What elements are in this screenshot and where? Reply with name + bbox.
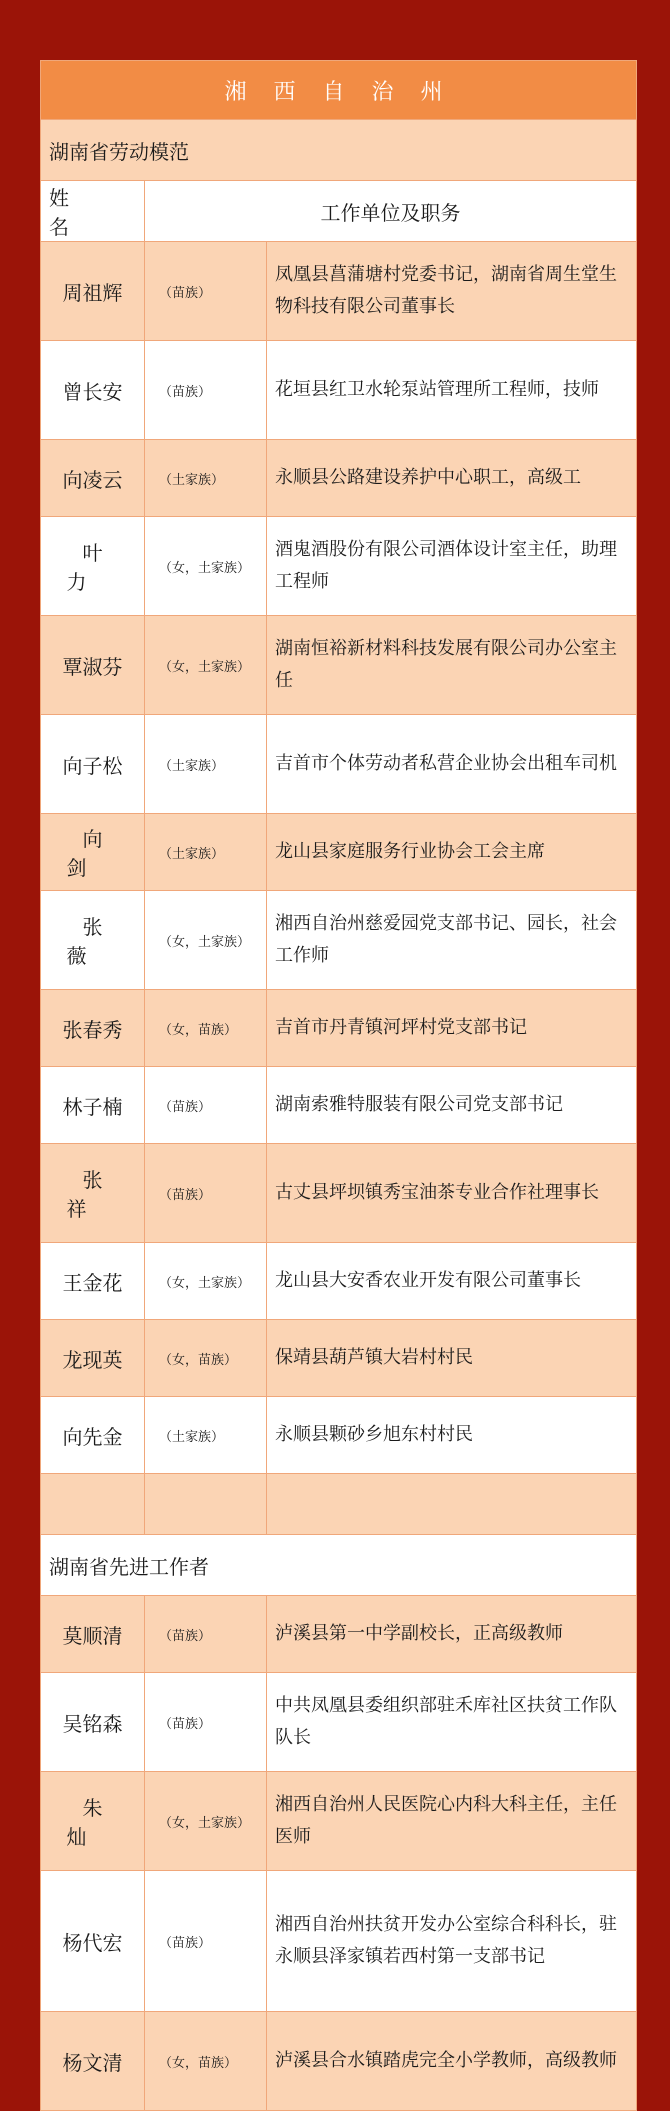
- person-ethnicity: （土家族）: [145, 440, 267, 517]
- table-row: [41, 1772, 637, 1871]
- page-title: 湘 西 自 治 州: [41, 61, 637, 120]
- person-name: 林子楠: [41, 1067, 145, 1144]
- person-ethnicity: （女，苗族）: [145, 2012, 267, 2111]
- person-name: 张薇: [41, 891, 145, 990]
- person-ethnicity: （苗族）: [145, 1596, 267, 1673]
- person-unit: 永顺县公路建设养护中心职工，高级工: [267, 440, 637, 517]
- person-unit: 酒鬼酒股份有限公司酒体设计室主任，助理工程师: [267, 517, 637, 616]
- table-row: [41, 1144, 637, 1243]
- person-ethnicity: （女，苗族）: [145, 1320, 267, 1397]
- person-ethnicity: （女，土家族）: [145, 616, 267, 715]
- person-unit: 龙山县大安香农业开发有限公司董事长: [267, 1243, 637, 1320]
- person-unit: 泸溪县第一中学副校长，正高级教师: [267, 1596, 637, 1673]
- table-row: [41, 1673, 637, 1772]
- person-unit: 保靖县葫芦镇大岩村村民: [267, 1320, 637, 1397]
- person-unit: 古丈县坪坝镇秀宝油茶专业合作社理事长: [267, 1144, 637, 1243]
- person-name: 杨代宏: [41, 1871, 145, 2012]
- column-header-name: 姓 名: [41, 181, 145, 242]
- person-unit: 湘西自治州人民医院心内科大科主任，主任医师: [267, 1772, 637, 1871]
- section-heading-advanced-workers: 湖南省先进工作者: [41, 1535, 637, 1596]
- person-unit: 龙山县家庭服务行业协会工会主席: [267, 814, 637, 891]
- table-row: [41, 517, 637, 616]
- person-unit: 湘西自治州慈爱园党支部书记、园长，社会工作师: [267, 891, 637, 990]
- person-ethnicity: （女，土家族）: [145, 1243, 267, 1320]
- person-name: 王金花: [41, 1243, 145, 1320]
- table-row: [41, 616, 637, 715]
- person-name: 周祖辉: [41, 242, 145, 341]
- person-unit: 永顺县颗砂乡旭东村村民: [267, 1397, 637, 1474]
- person-ethnicity: （苗族）: [145, 1673, 267, 1772]
- person-ethnicity: （土家族）: [145, 814, 267, 891]
- person-ethnicity: （苗族）: [145, 1144, 267, 1243]
- person-ethnicity: （女，土家族）: [145, 1772, 267, 1871]
- table-row: [41, 1596, 637, 1673]
- person-name: 朱灿: [41, 1772, 145, 1871]
- table-row: [41, 1067, 637, 1144]
- person-unit: 吉首市个体劳动者私营企业协会出租车司机: [267, 715, 637, 814]
- person-ethnicity: （苗族）: [145, 341, 267, 440]
- person-ethnicity: （苗族）: [145, 242, 267, 341]
- table-row: [41, 715, 637, 814]
- person-name: 莫顺清: [41, 1596, 145, 1673]
- table-row: [41, 242, 637, 341]
- person-unit: 湖南索雅特服装有限公司党支部书记: [267, 1067, 637, 1144]
- person-unit: 泸溪县合水镇踏虎完全小学教师，高级教师: [267, 2012, 637, 2111]
- person-ethnicity: （土家族）: [145, 715, 267, 814]
- person-name: 覃淑芬: [41, 616, 145, 715]
- person-name: 杨文清: [41, 2012, 145, 2111]
- column-header-unit: 工作单位及职务: [145, 181, 637, 242]
- person-name: 向子松: [41, 715, 145, 814]
- table-row: [41, 990, 637, 1067]
- table-row: [41, 1397, 637, 1474]
- person-ethnicity: （女，土家族）: [145, 517, 267, 616]
- empty-row: [41, 1474, 637, 1535]
- list-panel: [40, 60, 636, 2111]
- person-name: 张祥: [41, 1144, 145, 1243]
- person-ethnicity: （土家族）: [145, 1397, 267, 1474]
- table-row: [41, 440, 637, 517]
- person-name: 龙现英: [41, 1320, 145, 1397]
- person-unit: 湖南恒裕新材料科技发展有限公司办公室主任: [267, 616, 637, 715]
- table-row: [41, 2012, 637, 2111]
- table-row: [41, 1243, 637, 1320]
- person-name: 向凌云: [41, 440, 145, 517]
- person-ethnicity: （女，苗族）: [145, 990, 267, 1067]
- empty-cell: [41, 1474, 145, 1535]
- person-ethnicity: （女，土家族）: [145, 891, 267, 990]
- table-row: [41, 891, 637, 990]
- table-row: [41, 814, 637, 891]
- person-unit: 湘西自治州扶贫开发办公室综合科科长，驻永顺县泽家镇若西村第一支部书记: [267, 1871, 637, 2012]
- person-ethnicity: （苗族）: [145, 1871, 267, 2012]
- table-row: [41, 1871, 637, 2012]
- empty-cell: [145, 1474, 267, 1535]
- person-unit: 凤凰县菖蒲塘村党委书记，湖南省周生堂生物科技有限公司董事长: [267, 242, 637, 341]
- person-name: 叶力: [41, 517, 145, 616]
- empty-cell: [267, 1474, 637, 1535]
- table-row: [41, 1320, 637, 1397]
- person-name: 向剑: [41, 814, 145, 891]
- person-name: 张春秀: [41, 990, 145, 1067]
- person-unit: 花垣县红卫水轮泵站管理所工程师，技师: [267, 341, 637, 440]
- person-name: 曾长安: [41, 341, 145, 440]
- person-name: 向先金: [41, 1397, 145, 1474]
- person-unit: 吉首市丹青镇河坪村党支部书记: [267, 990, 637, 1067]
- honor-table: [40, 60, 637, 2111]
- person-unit: 中共凤凰县委组织部驻禾库社区扶贫工作队队长: [267, 1673, 637, 1772]
- person-name: 吴铭森: [41, 1673, 145, 1772]
- section-heading-labor-models: 湖南省劳动模范: [41, 120, 637, 181]
- person-ethnicity: （苗族）: [145, 1067, 267, 1144]
- table-row: [41, 341, 637, 440]
